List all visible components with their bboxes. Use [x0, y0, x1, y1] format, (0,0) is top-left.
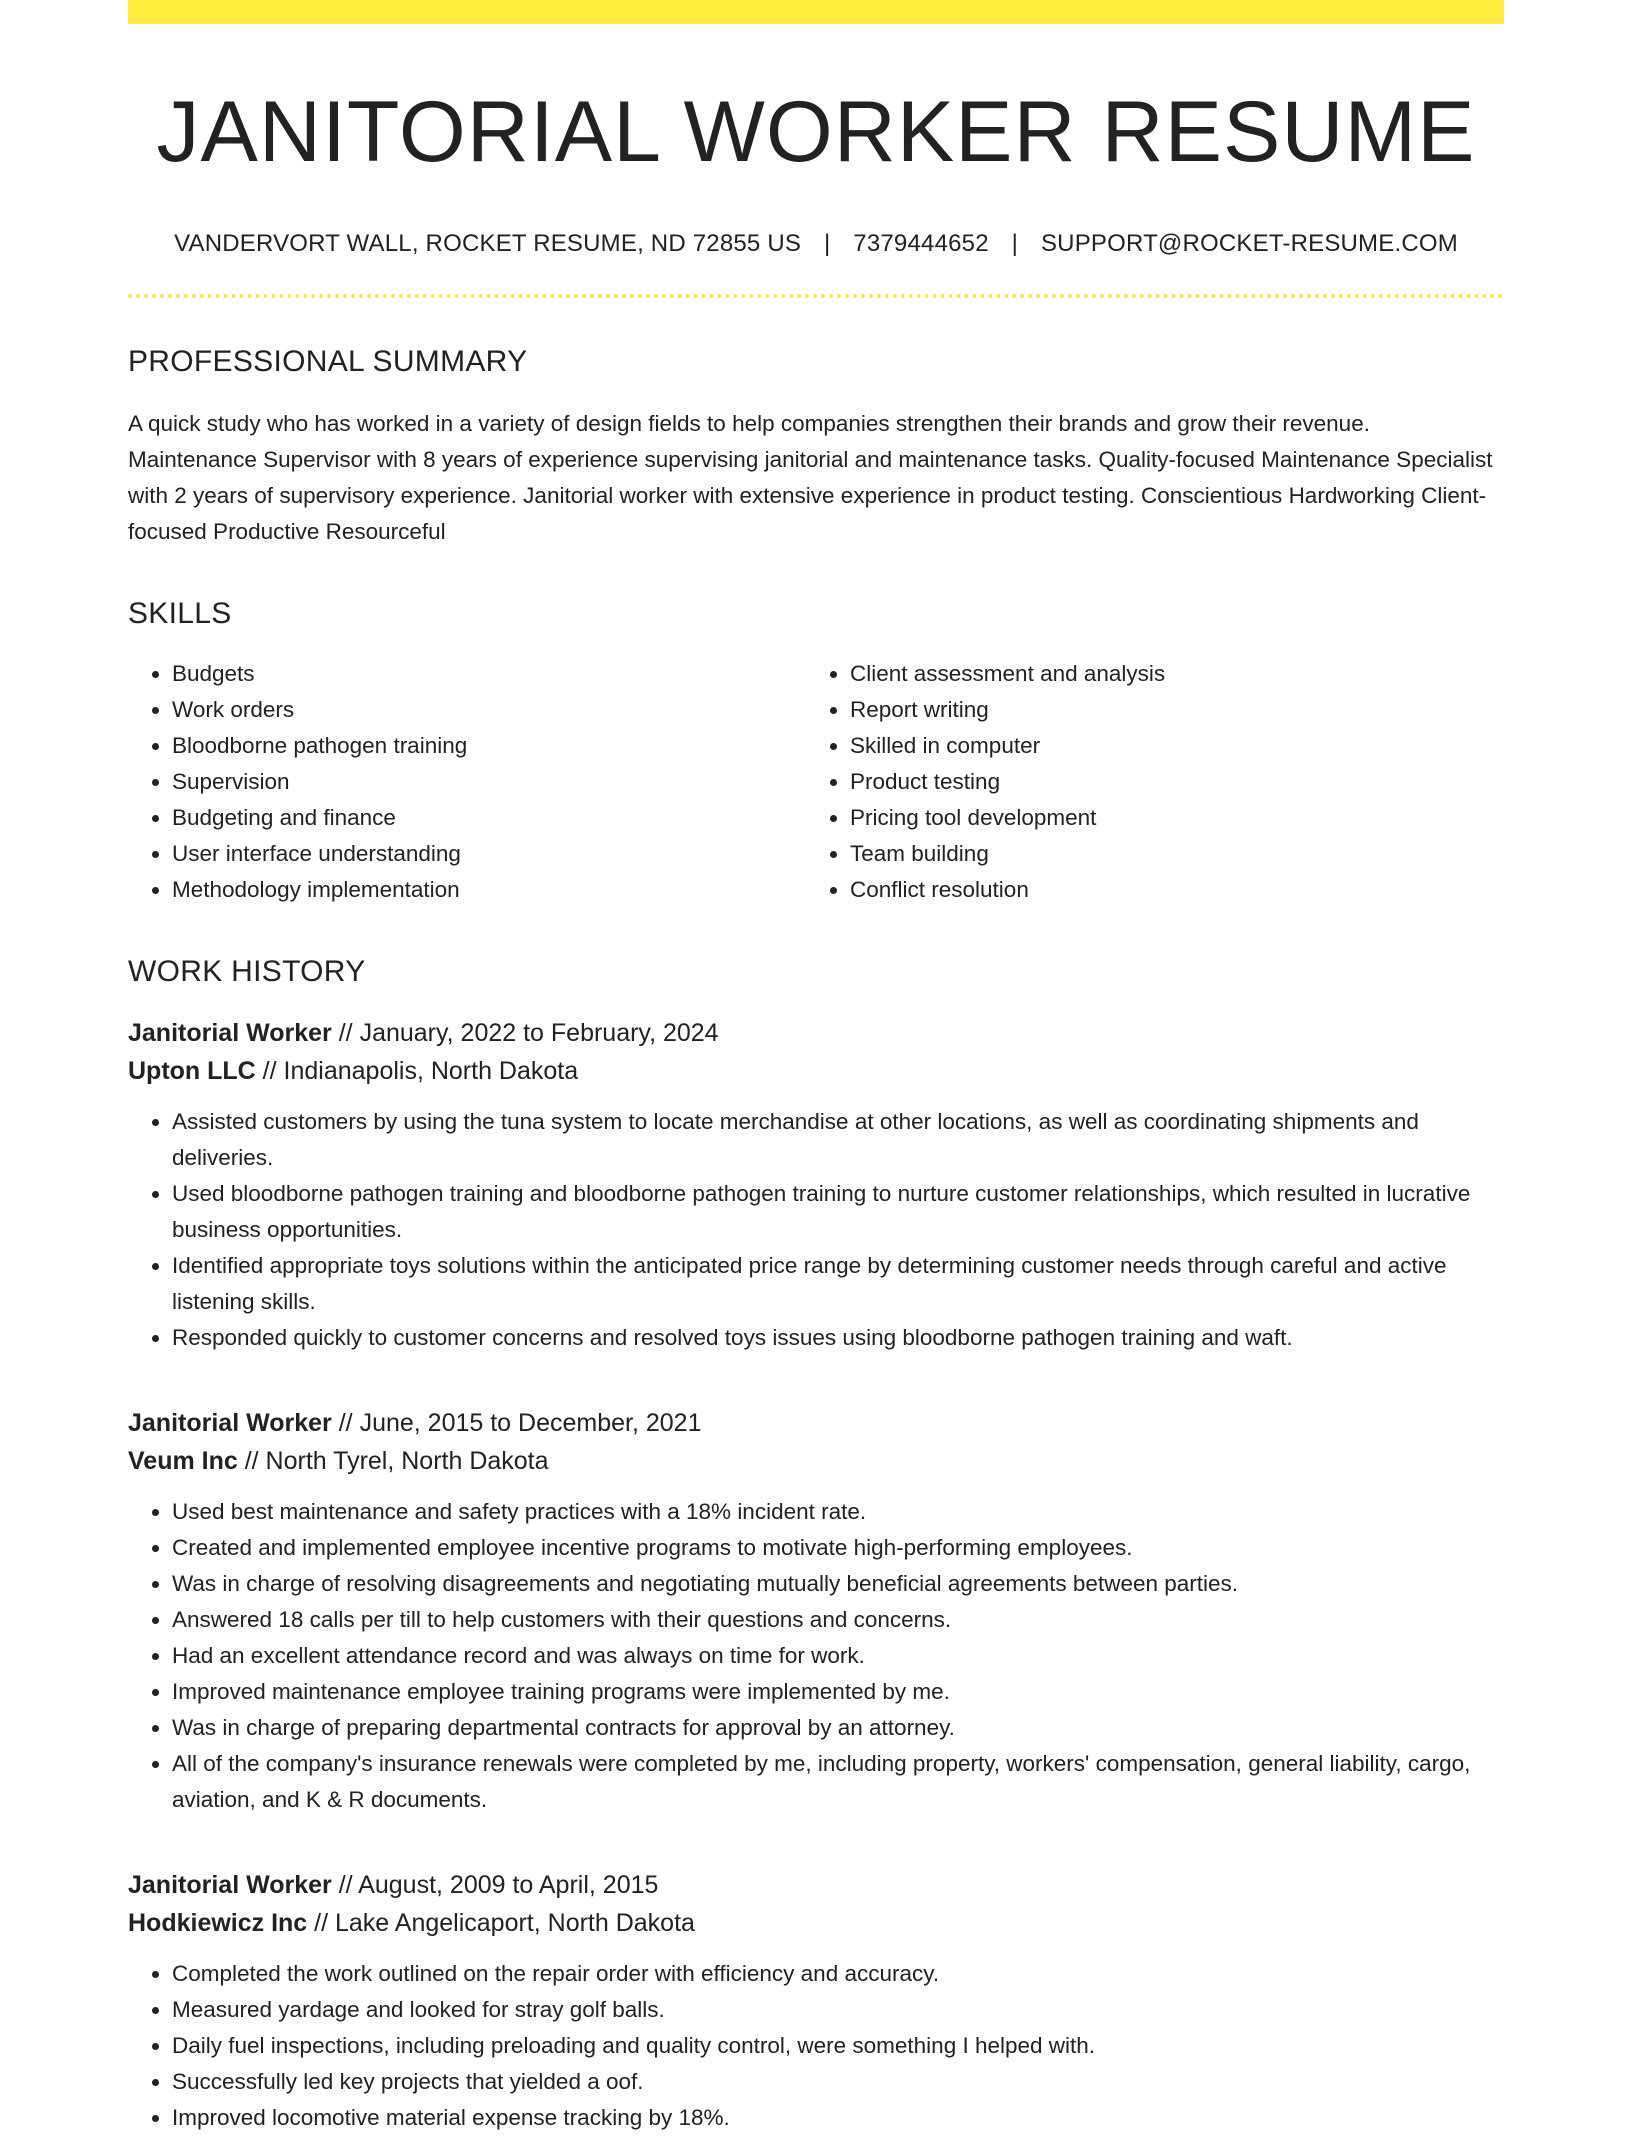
job-bullet: • Was in charge of preparing departmental contracts for approval by an attorney.	[172, 1710, 1504, 1746]
contact-line	[128, 228, 1504, 260]
job-bullets	[128, 1494, 1504, 1818]
job-bullet: • Improved maintenance employee training programs were implemented by me.	[172, 1674, 1504, 1710]
job-bullet: • Used best maintenance and safety practices with a 18% incident rate.	[172, 1494, 1504, 1530]
job-bullet: • All of the company's insurance renewals were completed by me, including property, workers' compensation, general liability, cargo, aviation, and K & R documents.	[172, 1746, 1504, 1818]
skill-item: • Report writing	[850, 692, 1484, 728]
skill-item: • Team building	[850, 836, 1484, 872]
contact-email: SUPPORT@ROCKET-RESUME.COM	[1040, 230, 1458, 257]
job-company-line	[128, 1904, 1504, 1942]
summary-text: A quick study who has worked in a variety of design fields to help companies strengthen their brands and grow their revenue. Maintenance Supervisor with 8 years of experience supervising janitorial and maintenance tasks. Quality-focused Maintenance Specialist with 2 years of supervisory experience. Janitorial worker with extensive experience in product testing. Conscientious Hardworking Client-focused Productive Resourceful	[128, 411, 1493, 544]
job-entry	[128, 1866, 1504, 2136]
skill-item: • Client assessment and analysis	[850, 656, 1484, 692]
skills-columns	[128, 656, 1504, 908]
skills-list-left	[128, 656, 806, 908]
job-company: Veum Inc	[128, 1447, 238, 1475]
job-bullet: • Successfully led key projects that yielded a oof.	[172, 2064, 1504, 2100]
job-title-line	[128, 1014, 1504, 1052]
contact-phone: 7379444652	[853, 230, 989, 257]
skill-item: • Conflict resolution	[850, 872, 1484, 908]
job-bullet: • Identified appropriate toys solutions within the anticipated price range by determining customer needs through careful and active listening skills.	[172, 1248, 1504, 1320]
job-company: Upton LLC	[128, 1057, 256, 1085]
job-company-line	[128, 1442, 1504, 1480]
job-bullet: • Assisted customers by using the tuna system to locate merchandise at other locations, as well as coordinating shipments and deliveries.	[172, 1104, 1504, 1176]
job-bullet: • Answered 18 calls per till to help customers with their questions and concerns.	[172, 1602, 1504, 1638]
skills-heading: SKILLS	[128, 597, 232, 630]
job-entry	[128, 1014, 1504, 1356]
skill-item: • Budgets	[172, 656, 806, 692]
skill-item: • Bloodborne pathogen training	[172, 728, 806, 764]
job-company-line	[128, 1052, 1504, 1090]
summary-heading: PROFESSIONAL SUMMARY	[128, 345, 528, 378]
job-bullet: • Was in charge of resolving disagreements and negotiating mutually beneficial agreements between parties.	[172, 1566, 1504, 1602]
job-bullets	[128, 1104, 1504, 1356]
skill-item: • Work orders	[172, 692, 806, 728]
resume-title: JANITORIAL WORKER RESUME	[156, 84, 1476, 180]
skill-item: • Budgeting and finance	[172, 800, 806, 836]
skill-item: • User interface understanding	[172, 836, 806, 872]
job-dates: // January, 2022 to February, 2024	[331, 1019, 719, 1047]
accent-bar	[128, 0, 1504, 24]
job-bullet: • Completed the work outlined on the repair order with efficiency and accuracy.	[172, 1956, 1504, 1992]
job-bullet: • Used bloodborne pathogen training and bloodborne pathogen training to nurture customer relationships, which resulted in lucrative business opportunities.	[172, 1176, 1504, 1248]
job-location: // Indianapolis, North Dakota	[255, 1057, 579, 1085]
job-bullet: • Measured yardage and looked for stray golf balls.	[172, 1992, 1504, 2028]
skill-item: • Methodology implementation	[172, 872, 806, 908]
job-location: // Lake Angelicaport, North Dakota	[307, 1909, 695, 1937]
job-company: Hodkiewicz Inc	[128, 1909, 308, 1937]
header-divider	[128, 294, 1504, 298]
job-dates: // June, 2015 to December, 2021	[331, 1409, 702, 1437]
contact-address: VANDERVORT WALL, ROCKET RESUME, ND 72855 US	[174, 230, 802, 257]
contact-separator: |	[1011, 230, 1019, 257]
job-bullet: • Created and implemented employee incentive programs to motivate high-performing employees.	[172, 1530, 1504, 1566]
skill-item: • Supervision	[172, 764, 806, 800]
job-bullet: • Responded quickly to customer concerns and resolved toys issues using bloodborne pathogen training and waft.	[172, 1320, 1504, 1356]
job-entry	[128, 1404, 1504, 1818]
job-bullets	[128, 1956, 1504, 2136]
job-title: Janitorial Worker	[128, 1871, 332, 1899]
skills-list-right	[806, 656, 1484, 908]
skill-item: • Product testing	[850, 764, 1484, 800]
job-bullet: • Had an excellent attendance record and was always on time for work.	[172, 1638, 1504, 1674]
job-bullet: • Improved locomotive material expense tracking by 18%.	[172, 2100, 1504, 2136]
job-dates: // August, 2009 to April, 2015	[331, 1871, 659, 1899]
job-title: Janitorial Worker	[128, 1409, 332, 1437]
contact-separator: |	[823, 230, 831, 257]
work-history-heading: WORK HISTORY	[128, 955, 366, 988]
job-title-line	[128, 1404, 1504, 1442]
job-title: Janitorial Worker	[128, 1019, 332, 1047]
skill-item: • Pricing tool development	[850, 800, 1484, 836]
job-title-line	[128, 1866, 1504, 1904]
job-bullet: • Daily fuel inspections, including preloading and quality control, were something I helped with.	[172, 2028, 1504, 2064]
skill-item: • Skilled in computer	[850, 728, 1484, 764]
resume-page	[128, 0, 1504, 2136]
job-location: // North Tyrel, North Dakota	[237, 1447, 549, 1475]
